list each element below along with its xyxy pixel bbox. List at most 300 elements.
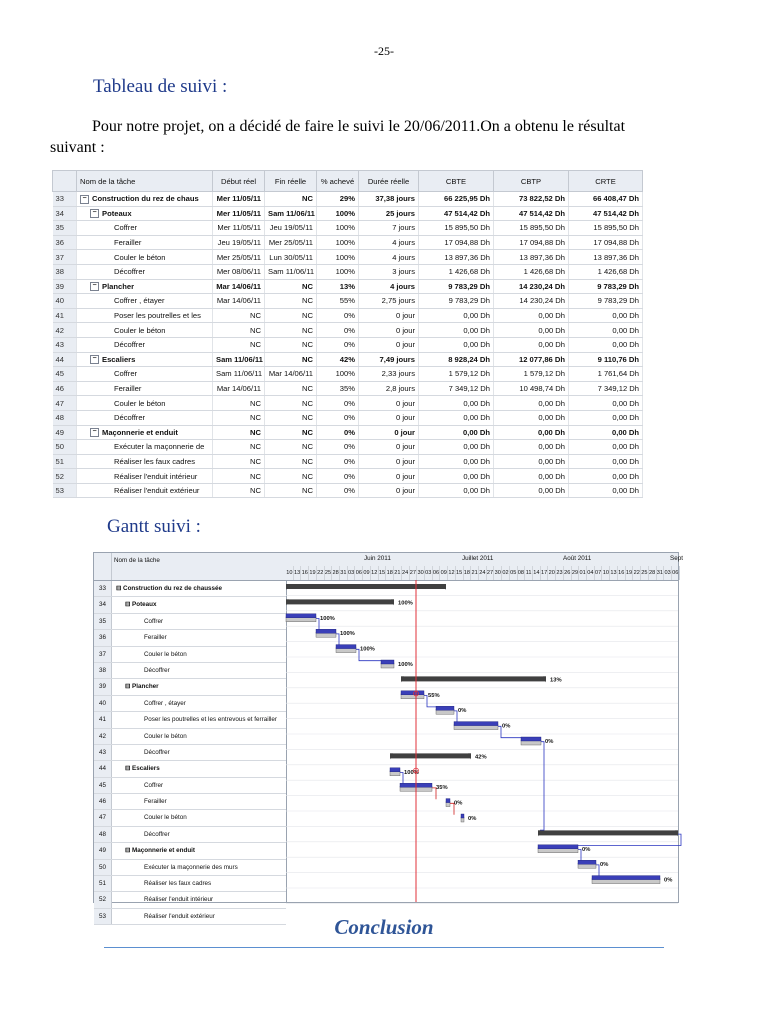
gantt-row-id: 37 (94, 647, 112, 662)
task-name-cell[interactable] (77, 381, 213, 396)
row-id: 42 (53, 323, 77, 338)
percent-label: 100% (404, 769, 419, 776)
day-tick-label: 28 (332, 566, 340, 580)
gantt-task-name (144, 827, 170, 842)
pct-cell: 29% (317, 192, 359, 207)
duree-cell: 0 jour (359, 337, 419, 352)
day-tick-label: 13 (610, 566, 618, 580)
task-name: Coffrer , étayer (114, 296, 165, 306)
day-tick-label: 06 (672, 566, 680, 580)
gantt-name-header-label[interactable]: Nom de la tâche (114, 557, 160, 564)
table-row[interactable] (53, 206, 643, 221)
gantt-row-id: 48 (94, 827, 112, 842)
paragraph-line-2: suivant : (50, 139, 105, 156)
cbtp-cell: 47 514,42 Dh (494, 206, 569, 221)
task-name: Réaliser les faux cadres (114, 456, 196, 466)
percent-label: 0% (664, 877, 673, 884)
debut-cell: NC (213, 454, 265, 469)
gantt-task-label: Coffrer , étayer (144, 699, 186, 707)
gantt-task-row[interactable] (94, 696, 286, 712)
pct-cell: 0% (317, 454, 359, 469)
task-name: Couler le béton (114, 252, 166, 262)
fin-cell: NC (265, 308, 317, 323)
cbtp-cell: 14 230,24 Dh (494, 294, 569, 309)
crte-cell: 47 514,42 Dh (569, 206, 643, 221)
pct-cell: 0% (317, 483, 359, 498)
table-row[interactable] (53, 250, 643, 265)
gantt-task-row[interactable] (94, 597, 286, 613)
cbte-cell: 0,00 Dh (419, 483, 494, 498)
day-tick-label: 31 (657, 566, 665, 580)
collapse-toggle-icon[interactable]: − (90, 355, 99, 364)
cbte-cell: 0,00 Dh (419, 425, 494, 440)
gantt-task-row[interactable] (94, 679, 286, 695)
gantt-row-id: 46 (94, 794, 112, 809)
cbtp-cell: 14 230,24 Dh (494, 279, 569, 294)
duree-cell: 7 jours (359, 221, 419, 236)
table-row[interactable] (53, 352, 643, 367)
day-tick-label: 12 (371, 566, 379, 580)
collapse-toggle-icon[interactable]: − (90, 209, 99, 218)
duree-cell: 0 jour (359, 440, 419, 455)
gantt-row-id: 35 (94, 614, 112, 629)
gantt-task-name (144, 778, 163, 793)
table-body (53, 192, 643, 498)
col-header-debut[interactable]: Début réel (213, 171, 265, 192)
col-header-fin[interactable]: Fin réelle (265, 171, 317, 192)
crte-cell: 0,00 Dh (569, 483, 643, 498)
pct-cell: 100% (317, 206, 359, 221)
day-tick-label: 06 (355, 566, 363, 580)
gantt-task-row[interactable] (94, 761, 286, 777)
gantt-task-name (125, 843, 195, 858)
gantt-task-label: Coffrer (144, 617, 164, 625)
row-id: 33 (53, 192, 77, 207)
gantt-row-id: 50 (94, 860, 112, 875)
month-label: Juillet 2011 (462, 555, 494, 562)
table-row[interactable] (53, 469, 643, 484)
gantt-task-row[interactable] (94, 663, 286, 679)
task-name-cell[interactable] (77, 308, 213, 323)
row-id: 34 (53, 206, 77, 221)
debut-cell: Mer 11/05/11 (213, 206, 265, 221)
cbtp-cell: 73 822,52 Dh (494, 192, 569, 207)
col-header-cbtp[interactable]: CBTP (494, 171, 569, 192)
col-header-pct[interactable]: % achevé (317, 171, 359, 192)
day-tick-label: 09 (440, 566, 448, 580)
gantt-id-header (94, 553, 112, 580)
cbte-cell: 13 897,36 Dh (419, 250, 494, 265)
collapse-toggle-icon[interactable]: − (80, 195, 89, 204)
percent-label: 100% (320, 615, 335, 622)
row-id: 45 (53, 367, 77, 382)
row-id: 36 (53, 235, 77, 250)
day-tick-label: 13 (294, 566, 302, 580)
gantt-task-label: Poteaux (132, 601, 157, 609)
table-row[interactable] (53, 425, 643, 440)
table-row[interactable] (53, 337, 643, 352)
gantt-chart (93, 552, 683, 920)
gantt-task-row[interactable] (94, 794, 286, 810)
day-tick-label: 15 (456, 566, 464, 580)
debut-cell: NC (213, 425, 265, 440)
duree-cell: 0 jour (359, 308, 419, 323)
table-row[interactable] (53, 323, 643, 338)
duree-cell: 7,49 jours (359, 352, 419, 367)
row-id: 39 (53, 279, 77, 294)
day-tick-label: 08 (518, 566, 526, 580)
gantt-row-id: 38 (94, 663, 112, 678)
row-id: 43 (53, 337, 77, 352)
fin-cell: NC (265, 396, 317, 411)
intro-paragraph (50, 116, 710, 158)
gantt-row-id: 43 (94, 745, 112, 760)
day-tick-label: 10 (286, 566, 294, 580)
cbte-cell: 9 783,29 Dh (419, 279, 494, 294)
task-bar (436, 706, 454, 710)
task-name: Décoffrer (114, 413, 146, 423)
table-row[interactable] (53, 440, 643, 455)
dependency-link (454, 711, 457, 722)
table-row[interactable] (53, 454, 643, 469)
gantt-task-row[interactable] (94, 892, 286, 908)
duree-cell: 0 jour (359, 469, 419, 484)
gantt-task-row[interactable] (94, 778, 286, 794)
task-name-cell[interactable] (77, 367, 213, 382)
fin-cell: NC (265, 483, 317, 498)
day-tick-label: 16 (618, 566, 626, 580)
debut-cell: Sam 11/06/11 (213, 367, 265, 382)
gantt-task-row[interactable] (94, 647, 286, 663)
row-id: 40 (53, 294, 77, 309)
task-name: Coffrer (114, 223, 138, 233)
gantt-task-row[interactable] (94, 827, 286, 843)
fin-cell: NC (265, 410, 317, 425)
gantt-task-row[interactable] (94, 712, 286, 728)
percent-label: 0% (502, 723, 511, 730)
row-id: 41 (53, 308, 77, 323)
cbtp-cell: 0,00 Dh (494, 425, 569, 440)
debut-cell: Mer 08/06/11 (213, 264, 265, 279)
duree-cell: 37,38 jours (359, 192, 419, 207)
task-name-cell[interactable] (77, 221, 213, 236)
dependency-link (336, 634, 339, 645)
day-tick-label: 28 (649, 566, 657, 580)
cbtp-cell: 0,00 Dh (494, 410, 569, 425)
crte-cell: 0,00 Dh (569, 440, 643, 455)
duree-cell: 4 jours (359, 250, 419, 265)
gantt-task-name (125, 597, 157, 612)
col-header-name[interactable]: Nom de la tâche (77, 171, 213, 192)
day-tick-label: 26 (564, 566, 572, 580)
table-row[interactable] (53, 367, 643, 382)
task-name-cell[interactable] (77, 206, 213, 221)
gantt-task-label: Décoffrer (144, 666, 170, 674)
gantt-row-id: 47 (94, 810, 112, 825)
task-name-cell[interactable] (77, 264, 213, 279)
row-id: 49 (53, 425, 77, 440)
cbtp-cell: 0,00 Dh (494, 337, 569, 352)
col-header-crte[interactable]: CRTE (569, 171, 643, 192)
day-tick-label: 25 (641, 566, 649, 580)
collapse-toggle-icon[interactable]: ⊟ (125, 847, 133, 855)
task-name-cell[interactable] (77, 337, 213, 352)
tracking-table (52, 170, 642, 505)
task-name-cell[interactable] (77, 323, 213, 338)
row-id: 48 (53, 410, 77, 425)
percent-label: 0% (582, 846, 591, 853)
task-name: Couler le béton (114, 325, 166, 335)
gantt-task-row[interactable] (94, 630, 286, 646)
col-header-cbte[interactable]: CBTE (419, 171, 494, 192)
duree-cell: 2,75 jours (359, 294, 419, 309)
duree-cell: 25 jours (359, 206, 419, 221)
pct-cell: 42% (317, 352, 359, 367)
dependency-link (316, 619, 319, 630)
percent-label: 0% (545, 739, 554, 745)
collapse-toggle-icon[interactable]: ⊟ (116, 585, 124, 592)
divider-line (104, 947, 664, 948)
cbte-cell: 0,00 Dh (419, 396, 494, 411)
collapse-toggle-icon[interactable]: ⊟ (125, 683, 133, 691)
cbte-cell: 0,00 Dh (419, 323, 494, 338)
table-row[interactable] (53, 410, 643, 425)
cbte-cell: 15 895,50 Dh (419, 221, 494, 236)
gantt-task-row[interactable] (94, 729, 286, 745)
fin-cell: Lun 30/05/11 (265, 250, 317, 265)
crte-cell: 1 761,64 Dh (569, 367, 643, 382)
fin-cell: NC (265, 454, 317, 469)
task-name: Réaliser l'enduit extérieur (114, 486, 200, 496)
cbte-cell: 47 514,42 Dh (419, 206, 494, 221)
gantt-task-name (144, 663, 170, 678)
gantt-row-id: 42 (94, 729, 112, 744)
gantt-task-label: Poser les poutrelles et les entrevous et ferrailler (144, 716, 277, 724)
row-id: 50 (53, 440, 77, 455)
pct-cell: 0% (317, 425, 359, 440)
duree-cell: 0 jour (359, 425, 419, 440)
percent-label: 13% (550, 677, 562, 684)
gantt-task-row[interactable] (94, 810, 286, 826)
pct-cell: 0% (317, 323, 359, 338)
task-name-cell[interactable] (77, 440, 213, 455)
task-bar (461, 814, 464, 818)
task-bar (316, 629, 336, 633)
cbte-cell: 0,00 Dh (419, 337, 494, 352)
cbtp-cell: 10 498,74 Dh (494, 381, 569, 396)
gantt-task-row[interactable] (94, 843, 286, 859)
table-row[interactable] (53, 279, 643, 294)
gantt-row-id: 41 (94, 712, 112, 727)
gantt-task-name (144, 614, 163, 629)
table-row[interactable] (53, 294, 643, 309)
debut-cell: Mer 25/05/11 (213, 250, 265, 265)
cbtp-cell: 0,00 Dh (494, 440, 569, 455)
debut-cell: NC (213, 469, 265, 484)
fin-cell: Jeu 19/05/11 (265, 221, 317, 236)
debut-cell: NC (213, 323, 265, 338)
task-name-cell[interactable] (77, 279, 213, 294)
gantt-task-row[interactable] (94, 745, 286, 761)
cbtp-cell: 0,00 Dh (494, 308, 569, 323)
gantt-row-id: 39 (94, 679, 112, 694)
cbte-cell: 9 783,29 Dh (419, 294, 494, 309)
crte-cell: 9 783,29 Dh (569, 279, 643, 294)
table-row[interactable] (53, 264, 643, 279)
task-name-cell[interactable] (77, 352, 213, 367)
gantt-task-label: Maçonnerie et enduit (132, 847, 196, 855)
percent-label: 100% (398, 600, 413, 607)
crte-cell: 13 897,36 Dh (569, 250, 643, 265)
task-name: Construction du rez de chaus (92, 194, 199, 204)
collapse-toggle-icon[interactable]: − (90, 282, 99, 291)
debut-cell: Jeu 19/05/11 (213, 235, 265, 250)
gantt-row-id: 34 (94, 597, 112, 612)
crte-cell: 0,00 Dh (569, 396, 643, 411)
crte-cell: 0,00 Dh (569, 425, 643, 440)
task-name: Coffrer (114, 369, 138, 379)
month-label: Sept (670, 555, 683, 562)
day-tick-label: 24 (479, 566, 487, 580)
fin-cell: NC (265, 192, 317, 207)
task-name: Maçonnerie et enduit (102, 427, 178, 437)
dependency-link (400, 773, 403, 784)
gantt-task-label: Réaliser l'enduit intérieur (144, 896, 214, 904)
dependency-link (540, 742, 544, 830)
month-label: Août 2011 (563, 555, 592, 562)
task-name-cell[interactable] (77, 483, 213, 498)
debut-cell: NC (213, 410, 265, 425)
gantt-row-id: 36 (94, 630, 112, 645)
task-name: Escaliers (102, 354, 136, 364)
task-name-cell[interactable] (77, 410, 213, 425)
row-id: 52 (53, 469, 77, 484)
gantt-task-name (144, 729, 187, 744)
summary-bar (390, 753, 471, 758)
row-id: 44 (53, 352, 77, 367)
duree-cell: 0 jour (359, 410, 419, 425)
cbte-cell: 1 579,12 Dh (419, 367, 494, 382)
day-tick-label: 27 (410, 566, 418, 580)
day-tick-label: 10 (602, 566, 610, 580)
table-row[interactable] (53, 396, 643, 411)
collapse-toggle-icon[interactable]: ⊟ (125, 601, 133, 609)
gantt-task-name (144, 810, 187, 825)
paragraph-line-1: Pour notre projet, on a décidé de faire le suivi le 20/06/2011.On a obtenu le résultat (92, 118, 626, 135)
cbtp-cell: 1 579,12 Dh (494, 367, 569, 382)
day-tick-label: 06 (433, 566, 441, 580)
gantt-row-id: 52 (94, 892, 112, 907)
gantt-task-name (125, 761, 160, 776)
task-name-cell[interactable] (77, 396, 213, 411)
task-name-cell[interactable] (77, 425, 213, 440)
duree-cell: 0 jour (359, 396, 419, 411)
cbte-cell: 1 426,68 Dh (419, 264, 494, 279)
gantt-task-name (125, 679, 159, 694)
gantt-task-name (144, 696, 186, 711)
day-tick-label: 16 (301, 566, 309, 580)
table-row[interactable] (53, 308, 643, 323)
day-tick-label: 27 (487, 566, 495, 580)
day-tick-label: 04 (587, 566, 595, 580)
col-header-duree[interactable]: Durée réelle (359, 171, 419, 192)
gantt-task-label: Réaliser l'enduit extérieur (144, 912, 215, 920)
pct-cell: 0% (317, 308, 359, 323)
gantt-task-row[interactable] (94, 876, 286, 892)
day-tick-label: 21 (471, 566, 479, 580)
crte-cell: 1 426,68 Dh (569, 264, 643, 279)
row-id: 37 (53, 250, 77, 265)
task-name-cell[interactable] (77, 192, 213, 207)
fin-cell: NC (265, 381, 317, 396)
day-tick-label: 24 (402, 566, 410, 580)
day-tick-label: 21 (394, 566, 402, 580)
day-tick-label: 03 (348, 566, 356, 580)
debut-cell: NC (213, 308, 265, 323)
gantt-task-name (144, 892, 213, 907)
cbtp-cell: 0,00 Dh (494, 396, 569, 411)
gantt-task-name (144, 630, 167, 645)
gantt-task-row[interactable] (94, 581, 286, 597)
cbtp-cell: 0,00 Dh (494, 454, 569, 469)
collapse-toggle-icon[interactable]: ⊟ (125, 765, 133, 773)
duree-cell: 3 jours (359, 264, 419, 279)
pct-cell: 100% (317, 235, 359, 250)
day-tick-label: 05 (510, 566, 518, 580)
table-row[interactable] (53, 192, 643, 207)
debut-cell: NC (213, 440, 265, 455)
crte-cell: 0,00 Dh (569, 308, 643, 323)
gantt-row-id: 53 (94, 909, 112, 924)
gantt-task-row[interactable] (94, 860, 286, 876)
task-name-cell[interactable] (77, 454, 213, 469)
crte-cell: 7 349,12 Dh (569, 381, 643, 396)
task-name-cell[interactable] (77, 250, 213, 265)
day-tick-label: 01 (579, 566, 587, 580)
gantt-task-name (144, 876, 211, 891)
summary-bar (286, 599, 394, 604)
cbtp-cell: 0,00 Dh (494, 469, 569, 484)
pct-cell: 100% (317, 250, 359, 265)
gantt-task-row[interactable] (94, 614, 286, 630)
cbtp-cell: 15 895,50 Dh (494, 221, 569, 236)
day-tick-label: 22 (633, 566, 641, 580)
task-name: Poser les poutrelles et les (114, 311, 201, 321)
duree-cell: 4 jours (359, 279, 419, 294)
pct-cell: 0% (317, 440, 359, 455)
table-row[interactable] (53, 235, 643, 250)
pct-cell: 0% (317, 337, 359, 352)
percent-label: 35% (436, 785, 448, 792)
task-name-cell[interactable] (77, 235, 213, 250)
day-tick-label: 03 (664, 566, 672, 580)
task-bar (578, 860, 596, 864)
task-name-cell[interactable] (77, 469, 213, 484)
day-tick-label: 25 (325, 566, 333, 580)
gantt-task-name (144, 794, 167, 809)
task-name-cell[interactable] (77, 294, 213, 309)
duree-cell: 2,8 jours (359, 381, 419, 396)
table-row[interactable] (53, 221, 643, 236)
fin-cell: Sam 11/06/11 (265, 206, 317, 221)
table-row[interactable] (53, 483, 643, 498)
dependency-link (578, 850, 581, 861)
pct-cell: 100% (317, 264, 359, 279)
crte-cell: 0,00 Dh (569, 323, 643, 338)
table-row[interactable] (53, 381, 643, 396)
collapse-toggle-icon[interactable]: − (90, 428, 99, 437)
percent-label: 42% (475, 754, 487, 761)
